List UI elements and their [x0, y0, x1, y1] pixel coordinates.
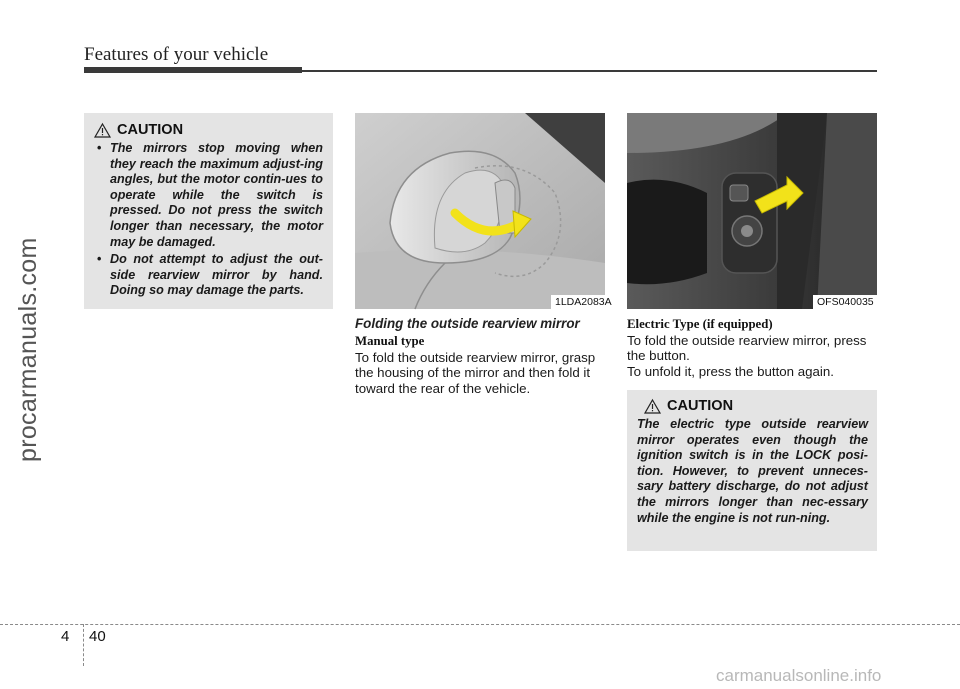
warning-triangle-icon: [644, 399, 661, 414]
image-reference-code: OFS040035: [813, 295, 878, 309]
caution-list: [94, 141, 323, 299]
caution-heading: [94, 122, 333, 138]
caution-item: • Do not attempt to adjust the out-side rearview mirror by hand. Doing so may damage the parts.: [97, 252, 323, 298]
caution-box-electric-mirror: [627, 390, 877, 551]
manual-type-text: To fold the outside rearview mirror, grasp the housing of the mirror and then fold it toward the rear of the vehicle.: [355, 350, 596, 396]
caution-heading-label: CAUTION: [667, 398, 734, 414]
caution-heading-label: CAUTION: [117, 122, 184, 138]
caution-item-text: Do not attempt to adjust the out-side rearview mirror by hand. Doing so may damage the parts.: [110, 252, 323, 298]
mirror-illustration: [355, 113, 605, 309]
image-reference-code: 1LDA2083A: [551, 295, 616, 309]
watermark-carmanualsonline: carmanualsonline.info: [716, 666, 882, 685]
page-header-title: Features of your vehicle: [84, 44, 269, 65]
caution-box-mirror-motor: [84, 113, 333, 309]
section-title-folding: Folding the outside rearview mirror: [355, 316, 580, 331]
electric-text-unfold: To unfold it, press the button again.: [627, 363, 834, 379]
caution-item-text: The mirrors stop moving when they reach the maximum adjust-ing angles, but the motor contin-ues to operate while the switch is pressed. Do not press the switch longer than necessary, the motor may be damaged.: [110, 141, 323, 249]
caution-item: • The mirrors stop moving when they reach the maximum adjust-ing angles, but the motor contin-ues to operate while the switch is pressed. Do not press the switch longer than necessary, the motor may be damaged.: [97, 141, 323, 249]
watermark-procarmanuals: procarmanuals.com: [14, 237, 42, 462]
electric-type-heading: Electric Type (if equipped): [627, 317, 773, 331]
warning-triangle-icon: [94, 123, 111, 138]
chapter-number: 4: [61, 628, 70, 645]
electric-type-text: [627, 333, 879, 379]
mirror-fold-photo: [355, 113, 612, 309]
electric-text-fold: To fold the outside rearview mirror, press the button.: [627, 333, 867, 364]
door-panel-illustration: [627, 113, 877, 309]
header-rule-thin: [302, 70, 877, 72]
caution-text: The electric type outside rearview mirror operates even though the ignition switch is in the LOCK posi-tion. However, to prevent unneces-sary battery discharge, do not adjust the mirrors longer than nec-essary while the engine is not run-ning.: [637, 417, 868, 525]
footer-rule: [0, 624, 960, 625]
caution-heading: [644, 398, 877, 414]
manual-type-heading: Manual type: [355, 334, 425, 348]
footer-divider: [83, 624, 84, 666]
page-number: 40: [89, 628, 106, 645]
header-rule-thick: [84, 67, 302, 73]
door-fold-button-photo: [627, 113, 877, 309]
